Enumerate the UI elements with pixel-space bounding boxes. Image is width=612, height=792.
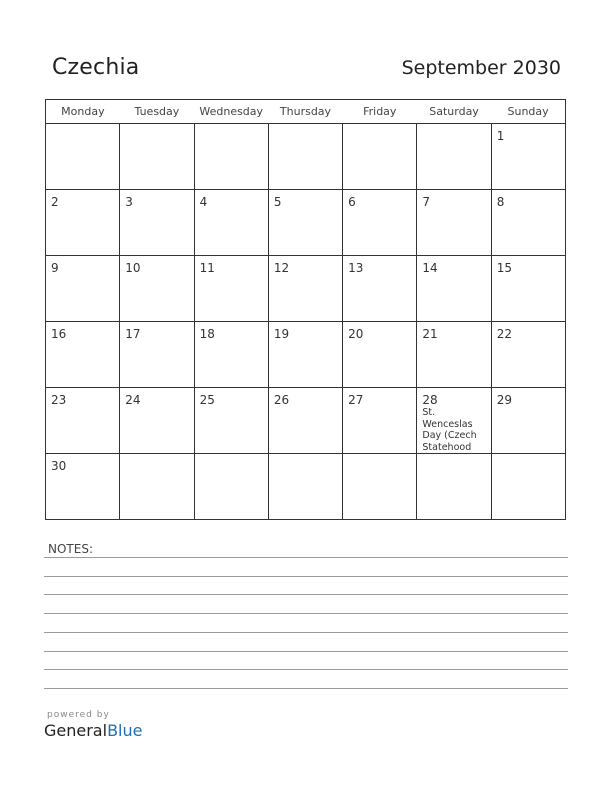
note-line — [44, 688, 568, 689]
day-cell — [194, 124, 268, 190]
day-cell — [343, 190, 417, 256]
day-number: 16 — [51, 327, 67, 341]
day-cell — [343, 388, 417, 454]
day-cell — [417, 454, 491, 520]
day-number: 29 — [496, 393, 512, 407]
week-row — [46, 388, 566, 454]
note-line — [44, 594, 568, 595]
country-title: Czechia — [52, 55, 140, 80]
day-cell — [417, 124, 491, 190]
day-number: 2 — [51, 195, 59, 209]
day-cell — [343, 454, 417, 520]
note-line — [44, 669, 568, 670]
day-number: 14 — [422, 261, 438, 275]
day-cell — [46, 322, 120, 388]
day-number: 24 — [125, 393, 141, 407]
day-cell — [120, 322, 194, 388]
day-cell — [120, 388, 194, 454]
day-cell — [417, 190, 491, 256]
day-cell — [343, 322, 417, 388]
week-row — [46, 124, 566, 190]
day-cell — [46, 388, 120, 454]
day-cell — [417, 322, 491, 388]
note-line — [44, 613, 568, 614]
week-row — [46, 454, 566, 520]
day-number: 22 — [496, 327, 512, 341]
day-cell — [46, 124, 120, 190]
day-cell — [194, 322, 268, 388]
weekday-friday: Friday — [343, 100, 417, 124]
weekday-thursday: Thursday — [268, 100, 342, 124]
note-line — [44, 632, 568, 633]
day-cell — [194, 388, 268, 454]
day-cell — [343, 124, 417, 190]
day-number: 17 — [125, 327, 141, 341]
day-cell — [268, 454, 342, 520]
note-line — [44, 557, 568, 558]
day-cell — [46, 454, 120, 520]
day-number: 7 — [422, 195, 431, 209]
brand-blue: Blue — [107, 721, 143, 740]
note-line — [44, 651, 568, 652]
day-number: 23 — [51, 393, 67, 407]
week-row — [46, 256, 566, 322]
day-cell — [268, 190, 342, 256]
holiday-label: St. Wenceslas Day (Czech Statehood — [422, 407, 477, 452]
day-number: 26 — [273, 393, 290, 407]
day-cell — [268, 124, 342, 190]
day-cell — [194, 190, 268, 256]
day-number: 9 — [51, 261, 59, 275]
day-cell — [491, 124, 565, 190]
day-number: 6 — [348, 195, 356, 209]
day-number: 28 — [422, 393, 438, 407]
brand-general: General — [44, 721, 108, 740]
day-number: 13 — [348, 261, 364, 275]
week-row — [46, 190, 566, 256]
day-cell — [491, 322, 565, 388]
day-number: 25 — [199, 393, 215, 407]
day-cell — [120, 256, 194, 322]
day-number: 27 — [348, 393, 364, 407]
day-cell — [417, 388, 491, 454]
day-number: 3 — [125, 195, 133, 209]
day-cell — [46, 256, 120, 322]
day-cell — [491, 454, 565, 520]
day-number: 10 — [125, 261, 141, 275]
day-number: 19 — [273, 327, 290, 341]
day-number: 30 — [51, 459, 67, 473]
calendar-grid — [45, 99, 566, 520]
day-cell — [268, 388, 342, 454]
day-number: 18 — [199, 327, 215, 341]
day-number: 5 — [273, 195, 282, 209]
day-cell — [268, 256, 342, 322]
day-number: 4 — [199, 195, 208, 209]
day-cell — [120, 454, 194, 520]
day-cell — [491, 190, 565, 256]
weekday-monday: Monday — [46, 100, 120, 124]
day-number: 21 — [422, 327, 438, 341]
day-cell — [268, 322, 342, 388]
weekday-saturday: Saturday — [417, 100, 491, 124]
day-number: 11 — [199, 261, 215, 275]
day-number: 15 — [496, 261, 512, 275]
weekday-tuesday: Tuesday — [120, 100, 194, 124]
day-cell — [343, 256, 417, 322]
day-cell — [120, 190, 194, 256]
day-number: 1 — [496, 129, 505, 143]
day-cell — [194, 256, 268, 322]
powered-by-text: powered by — [47, 710, 110, 720]
notes-label: NOTES: — [48, 542, 93, 556]
day-cell — [194, 454, 268, 520]
weekday-header-row — [46, 100, 566, 124]
day-number: 20 — [348, 327, 364, 341]
day-cell — [491, 256, 565, 322]
note-line — [44, 576, 568, 577]
weekday-wednesday: Wednesday — [194, 100, 268, 124]
week-row — [46, 322, 566, 388]
day-cell — [417, 256, 491, 322]
day-cell — [491, 388, 565, 454]
brand-logo — [44, 721, 142, 740]
month-year-title: September 2030 — [401, 57, 561, 79]
day-cell — [46, 190, 120, 256]
day-cell — [120, 124, 194, 190]
day-number: 12 — [273, 261, 290, 275]
day-number: 8 — [496, 195, 505, 209]
weekday-sunday: Sunday — [491, 100, 565, 124]
